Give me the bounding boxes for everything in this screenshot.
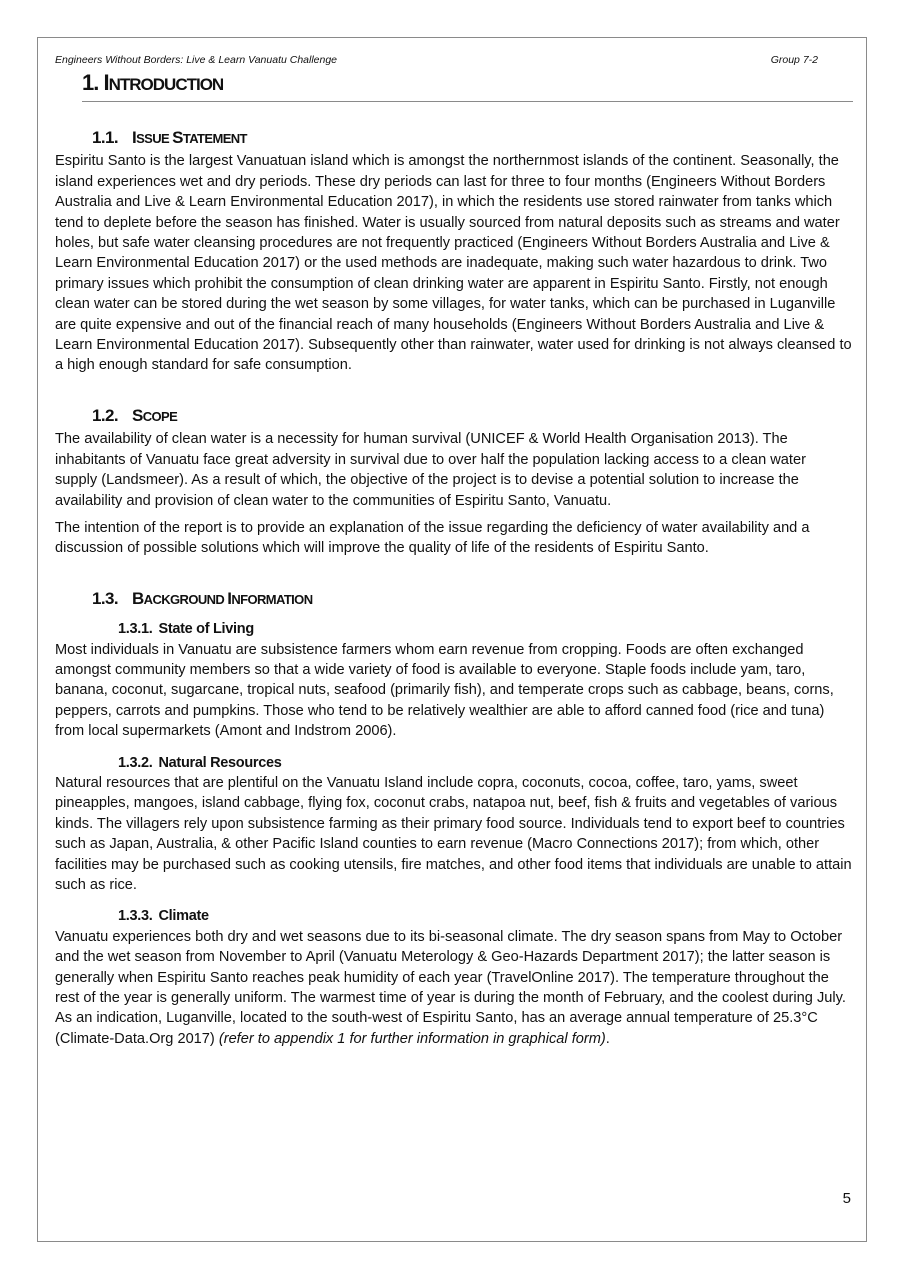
- title-part: I: [131, 128, 137, 147]
- chapter-number: 1.: [82, 70, 99, 95]
- running-header-title: Engineers Without Borders: Live & Learn Vanuatu Challenge: [55, 54, 338, 66]
- section-heading-issue-statement: [92, 128, 852, 149]
- state-of-living-paragraph: Most individuals in Vanuatu are subsistence farmers whom earn revenue from cropping. Foods are often exchanged amongst community members so that a wide variety of food is available to everyone. Staple foods include yam, taro, banana, coconut, sugarcane, tropical nuts, seafood (primarily fish), and temperate crops such as cabbage, beans, corns, peppers, carrots and pumpkins. Those who tend to be relatively wealthier are able to afford canned food (rice and tuna) from local supermarkets (Amont and Indstrom 2006).: [55, 641, 834, 740]
- page-number: 5: [842, 1190, 851, 1207]
- title-part: SSUE: [136, 131, 173, 146]
- subsection-title: Natural Resources: [158, 754, 282, 771]
- section-number: 1.3.: [92, 588, 118, 608]
- chapter-heading: [82, 70, 223, 96]
- chapter-title-initial: I: [103, 70, 109, 95]
- title-part: NFORMATION: [231, 591, 313, 607]
- document-body: [55, 128, 852, 1049]
- subsection-title: Climate: [158, 908, 209, 925]
- title-part: B: [131, 588, 144, 608]
- subsection-number: 1.3.3.: [118, 908, 153, 925]
- subsection-heading-natural-resources: [118, 753, 852, 773]
- subsection-heading-climate: [118, 906, 852, 926]
- subsection-number: 1.3.2.: [118, 754, 153, 771]
- running-header-group: Group 7-2: [770, 54, 818, 66]
- title-part: TATEMENT: [182, 131, 247, 146]
- title-part: COPE: [142, 408, 178, 424]
- scope-paragraph-1: The availability of clean water is a necessity for human survival (UNICEF & World Health Organisation 2013). The inhabitants of Vanuatu face great adversity in survival due to over half the population lacking access to a clean water supply (Landsmeer). As a result of which, the objective of the project is to devise a potential solution to increase the availability and provision of clean water to the communities of Espiritu Santo, Vanuatu.: [55, 431, 806, 509]
- subsection-number: 1.3.1.: [118, 621, 153, 638]
- section-heading-background: [92, 589, 852, 610]
- section-heading-scope: [92, 406, 852, 427]
- title-part: S: [172, 128, 183, 147]
- section-number: 1.1.: [92, 128, 118, 147]
- appendix-reference: (refer to appendix 1 for further information in graphical form): [218, 1030, 606, 1047]
- chapter-title-rest: NTRODUCTION: [108, 75, 224, 94]
- title-part: S: [131, 405, 143, 425]
- climate-paragraph: [55, 927, 852, 1049]
- issue-statement-paragraph: Espiritu Santo is the largest Vanuatuan island which is amongst the northernmost islands of the continent. Seasonally, the island experiences wet and dry periods. These dry periods can last for three to four months (Engineers Without Borders Australia and Live & Learn Environmental Education 2017), in which the residents use stored rainwater from tanks which tend to deplete before the season has finished. Water is usually sourced from natural deposits such as streams and water holes, but safe water cleansing procedures are not frequently practiced (Engineers Without Borders Australia and Live & Learn Environmental Education 2017) or the used methods are inadequate, making such water hazardous to drink. Two primary issues which prohibit the consumption of clean drinking water are apparent in Espiritu Santo. Firstly, not enough clean water can be stored during the wet season by some villages, for water tanks, which can be purchased in Luganville are quite expensive and out of the financial reach of many households (Engineers Without Borders Australia and Live & Learn Environmental Education 2017). Subsequently other than rainwater, water used for drinking is not always cleansed to a high enough standard for safe consumption.: [55, 153, 852, 374]
- subsection-heading-state-of-living: [118, 619, 852, 639]
- climate-text-end: .: [605, 1030, 610, 1047]
- heading-rule: [82, 101, 853, 102]
- subsection-title: State of Living: [158, 621, 254, 638]
- section-number: 1.2.: [92, 405, 118, 425]
- scope-paragraph-2: The intention of the report is to provide an explanation of the issue regarding the deficiency of water availability and a discussion of possible solutions which will improve the quality of life of the residents of Espiritu Santo.: [55, 519, 810, 557]
- natural-resources-paragraph: Natural resources that are plentiful on the Vanuatu Island include copra, coconuts, cocoa, coffee, taro, yams, sweet pineapples, mangoes, island cabbage, flying fox, coconut crabs, natapoa nut, beef, fish & fruits and vegetables of various kinds. The villagers rely upon subsistence farming as their primary food source. Individuals tend to export beef to countries such as Japan, Australia, & other Pacific Island counties to earn revenue (Macro Connections 2017); from which, other facilities may be purchased such as cooking utensils, fire matches, and other food items that individuals are unable to attain such as rice.: [55, 774, 852, 893]
- climate-text: Vanuatu experiences both dry and wet seasons due to its bi-seasonal climate. The dry season spans from May to October and the wet season from November to April (Vanuatu Meterology & Geo-Hazards Department 2017); the latter season is generally when Espiritu Santo reaches peak humidity of each year (TravelOnline 2017). The temperature throughout the rest of the year is generally uniform. The warmest time of year is during the month of February, and the coolest during July. As an indication, Luganville, located to the south-west of Espiritu Santo, has an average annual temperature of 25.3°C (Climate-Data.Org 2017): [55, 928, 846, 1047]
- title-part: ACKGROUND: [143, 591, 228, 607]
- title-part: I: [227, 588, 232, 608]
